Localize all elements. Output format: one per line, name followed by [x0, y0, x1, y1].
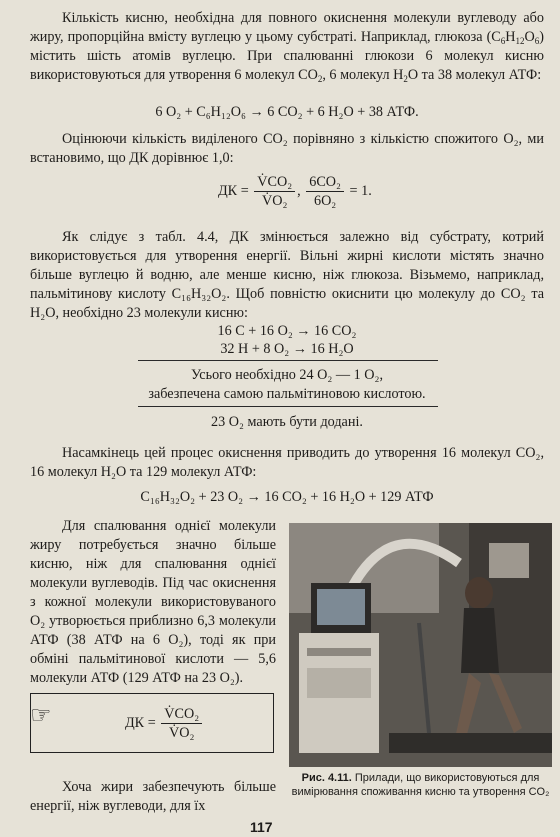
- oxygen-supplied: забезпечена самою пальмітиновою кислотою.: [148, 386, 426, 402]
- dk-numerator: V̇CO₂: [254, 173, 295, 192]
- figure-caption: Рис. 4.11. Прилади, що використовуються для вимірювання споживання кисню та утворення CO₂: [291, 772, 550, 798]
- dk-denominator-2: 6O₂: [313, 193, 337, 209]
- page-number: 117: [250, 819, 273, 835]
- oxygen-total: Усього необхідно 24 O₂ — 1 O₂,: [190, 367, 384, 383]
- paragraph-palmitic: Насамкінець цей процес окиснення приводить до утворення 16 молекул CO₂, 16 молекул H₂O та 129 молекул АТФ:: [30, 445, 544, 480]
- paragraph-intro: Кількість кисню, необхідна для повного окиснення молекули вуглеводу або жиру, пропорційна вмісту вуглецю у цьому субстраті. Наприклад, глюкоза $(C_6H_{12}O_6)$ містить шість атомів вуглецю. При спалюванні глюкози 6 молекул кисню використовуються для утворення 6 молекул $CO_2$, 6 молекул $H_2O$ та 38 молекул АТФ:: [30, 10, 544, 84]
- equation-carbon: 16 C + 16 O₂ → 16 CO₂: [217, 323, 357, 339]
- paragraph-fats-energy: Хоча жири забезпечують більше енергії, ніж вуглеводи, для їх: [30, 779, 276, 814]
- dk-numerator-2: 6CO₂: [306, 173, 344, 192]
- equation-palmitic: C₁₆H₃₂O₂ + 23 O₂ → 16 CO₂ + 16 H₂O + 129 АТФ: [140, 489, 434, 505]
- paragraph-substrates: Як слідує з табл. 4.4, ДК змінюється залежно від субстрату, котрий використовується для утворення енергії. Вільні жирні кислоти містять значно більше вуглецю й водню, але менше кисню, ніж глюкоза. Візьмемо, наприклад, пальмітинову кислоту C₁₆H₃₂O₂. Щоб повністю окиснити цю молекулу до CO₂ та H₂O, необхідно 23 молекули кисню:: [30, 229, 544, 321]
- equation-hydrogen: 32 H + 8 O₂ → 16 H₂O: [220, 341, 354, 357]
- paragraph-fat-oxidation: Для спалювання однієї молекули жиру потребується значно більше кисню, ніж для спалювання однієї молекули вуглеводів. Під час окиснення з кожної молекули використовуваного O₂ утворюється приблизно 6,3 молекули АТФ (38 АТФ на 6 O₂), тоді як при обміні пальмітинової кислоти — 5,6 молекули АТФ (129 АТФ на 23 O₂).: [30, 518, 276, 686]
- divider-1: [138, 360, 438, 361]
- figure-gas-analysis-photo: [289, 523, 552, 767]
- pointing-hand-icon: ☞: [30, 703, 52, 729]
- dk-denominator: V̇O₂: [261, 193, 288, 209]
- dk-formula-box: ДК = $\frac{\text{V̇CO₂}}{\text{V̇O₂}}$: [30, 693, 274, 753]
- oxygen-added: 23 O₂ мають бути додані.: [211, 414, 363, 430]
- equation-dk-glucose: ДК = $\frac{\text{V̇CO₂}}{\text{V̇O₂}}$ , $\frac{\text{6CO₂}}{\text{6O₂}}$ = 1.: [218, 174, 372, 209]
- equation-glucose: 6 O₂ + C₆H₁₂O₆ → 6 CO₂ + 6 H₂O + 38 АТФ.: [155, 104, 419, 120]
- paragraph-dk-intro: Оцінюючи кількість виділеного CO₂ порівняно з кількістю спожитого O₂, ми встановимо, що ДК дорівнює 1,0:: [30, 131, 544, 166]
- divider-2: [138, 406, 438, 407]
